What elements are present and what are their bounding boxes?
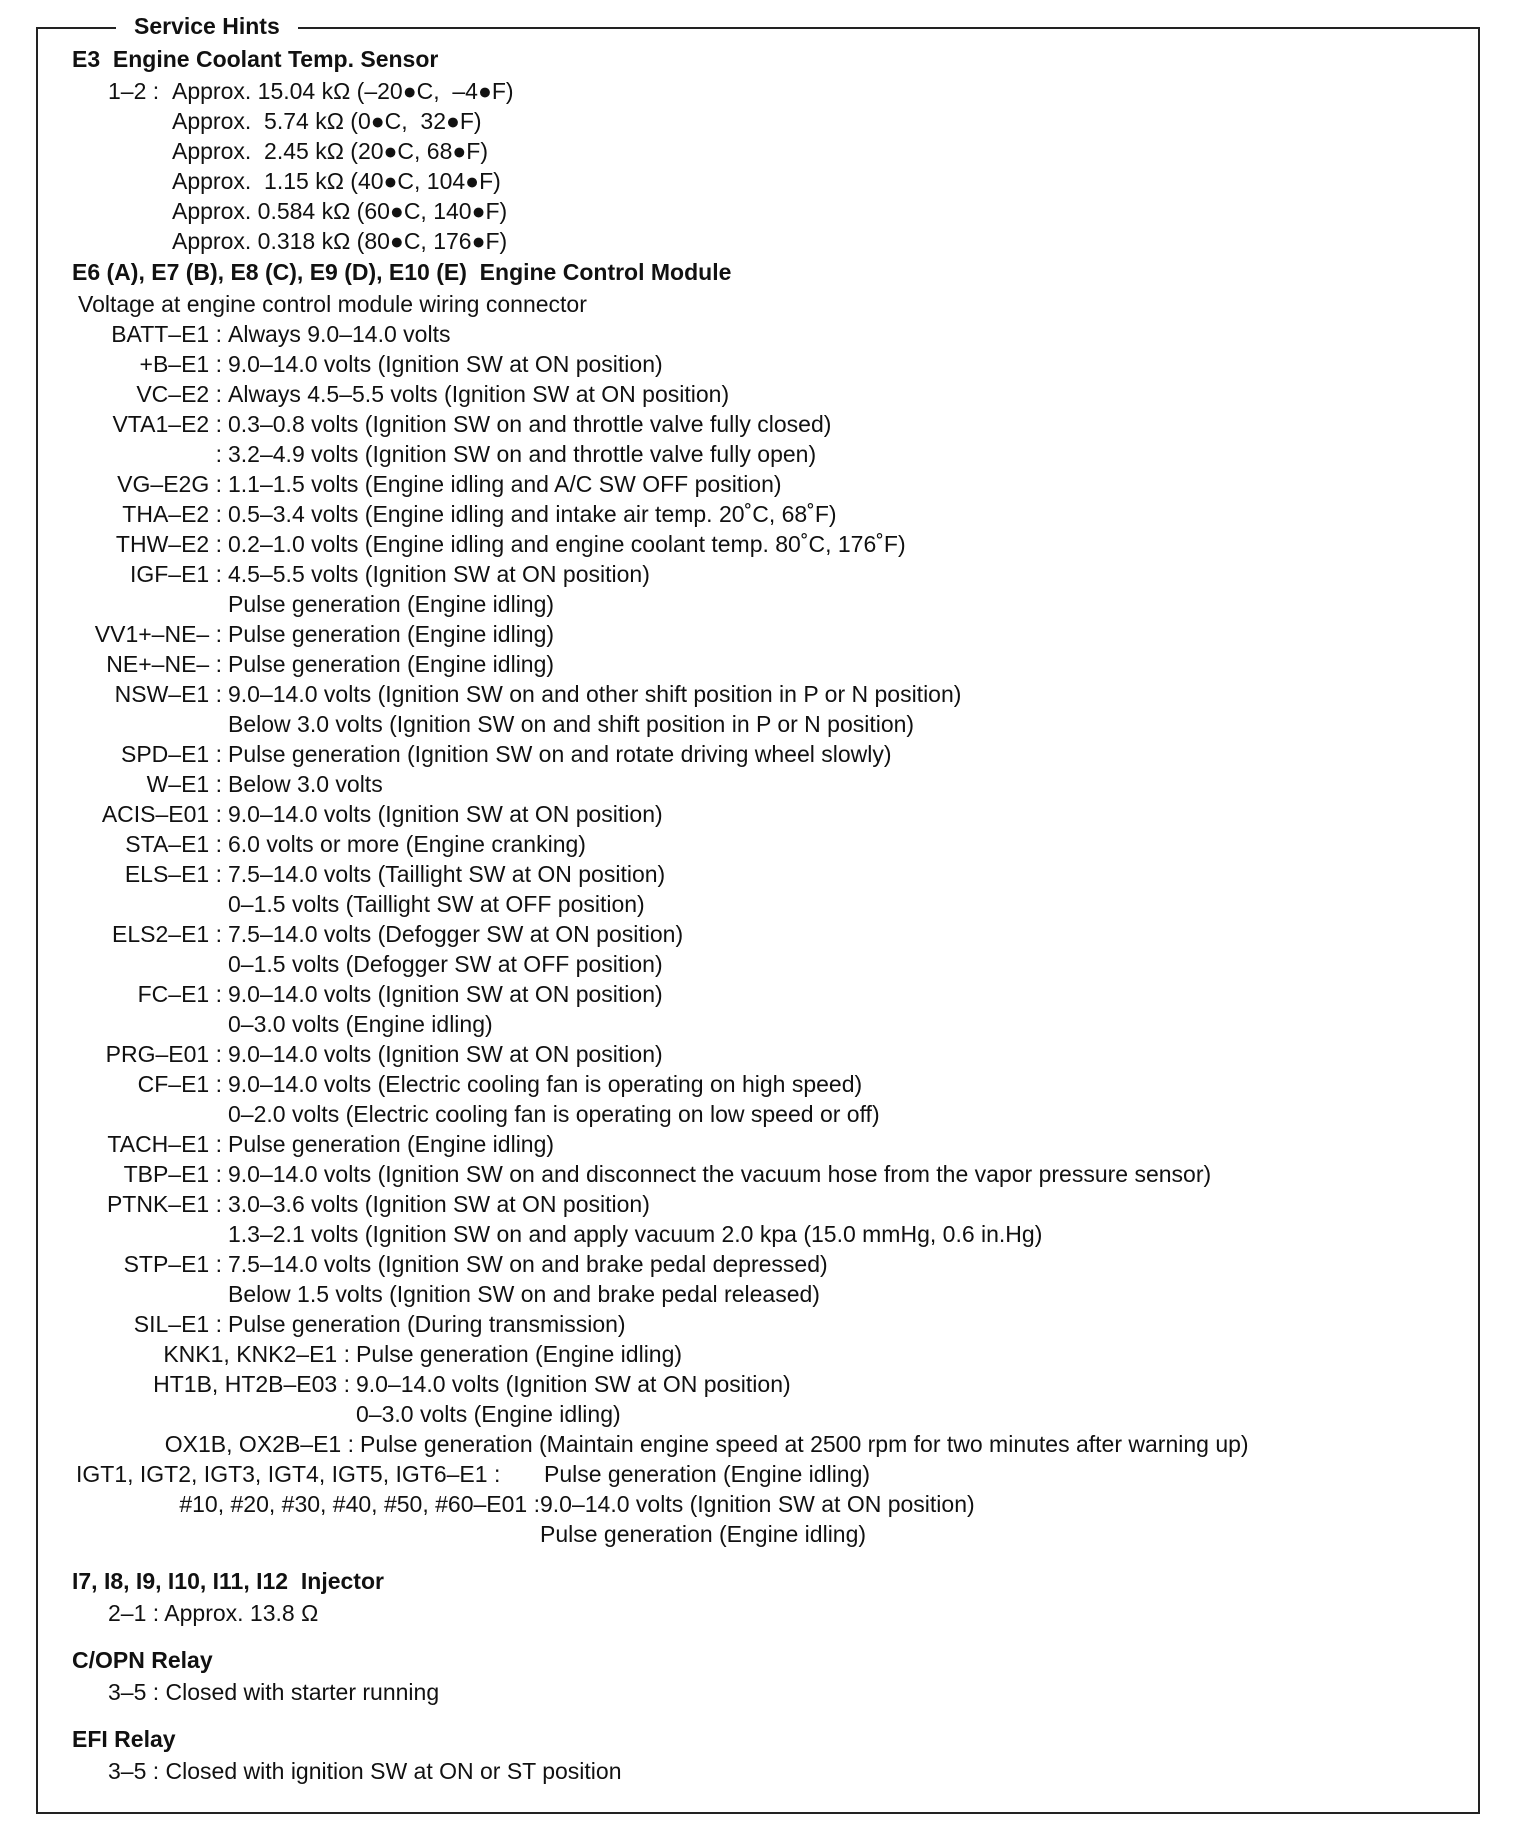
terminal-value: Pulse generation (Ignition SW on and rotate driving wheel slowly)	[228, 741, 892, 767]
ecm-terminal-row	[0, 709, 1520, 739]
terminal-label: KNK1, KNK2–E1 :	[163, 1341, 350, 1367]
terminal-value: 7.5–14.0 volts (Defogger SW at ON position)	[228, 921, 684, 947]
ecm-terminal-row	[0, 1249, 1520, 1279]
terminal-value: 9.0–14.0 volts (Ignition SW on and disconnect the vacuum hose from the vapor pressure sensor)	[228, 1161, 1212, 1187]
terminal-label: ELS2–E1 :	[112, 921, 222, 947]
terminal-value: Pulse generation (Engine idling)	[228, 621, 555, 647]
terminal-value: Pulse generation (Engine idling)	[356, 1341, 683, 1367]
terminal-label: STP–E1 :	[123, 1251, 222, 1277]
terminal-label: W–E1 :	[146, 771, 222, 797]
terminal-label: BATT–E1 :	[111, 321, 222, 347]
terminal-label: PTNK–E1 :	[106, 1191, 222, 1217]
terminal-label: NSW–E1 :	[114, 681, 222, 707]
terminal-label: :	[215, 441, 222, 467]
terminal-label: VTA1–E2 :	[112, 411, 222, 437]
ecm-terminal-row	[0, 529, 1520, 559]
terminal-label: VG–E2G :	[117, 471, 222, 497]
ecm-terminal-row	[0, 1159, 1520, 1189]
ecm-terminal-row	[0, 1189, 1520, 1219]
terminal-value: 7.5–14.0 volts (Ignition SW on and brake pedal depressed)	[228, 1251, 828, 1277]
terminal-value: 9.0–14.0 volts (Ignition SW at ON position)	[228, 801, 663, 827]
terminal-value: 0.2–1.0 volts (Engine idling and engine coolant temp. 80˚C, 176˚F)	[228, 531, 906, 557]
section-heading-copn-relay: C/OPN Relay	[72, 1647, 213, 1673]
service-hints-content	[0, 43, 1520, 1786]
terminal-value: 6.0 volts or more (Engine cranking)	[228, 831, 586, 857]
ecm-terminal-row	[0, 1519, 1520, 1549]
terminal-value: 1.3–2.1 volts (Ignition SW on and apply vacuum 2.0 kpa (15.0 mmHg, 0.6 in.Hg)	[228, 1221, 1043, 1247]
ecm-terminal-row	[0, 1369, 1520, 1399]
terminal-label: SPD–E1 :	[121, 741, 222, 767]
ecm-terminal-row	[0, 1099, 1520, 1129]
terminal-value: Always 4.5–5.5 volts (Ignition SW at ON position)	[228, 381, 730, 407]
e3-value: Approx. 0.318 kΩ (80●C, 176●F)	[172, 228, 508, 254]
ecm-terminal-row	[0, 1129, 1520, 1159]
terminal-value: Pulse generation (Maintain engine speed at 2500 rpm for two minutes after warning up)	[360, 1431, 1249, 1457]
terminal-value: 9.0–14.0 volts (Electric cooling fan is operating on high speed)	[228, 1071, 863, 1097]
ecm-terminal-row	[0, 349, 1520, 379]
terminal-label: VC–E2 :	[136, 381, 222, 407]
terminal-value: 0.3–0.8 volts (Ignition SW on and throttle valve fully closed)	[228, 411, 832, 437]
ecm-terminal-row	[0, 979, 1520, 1009]
terminal-value: 3.0–3.6 volts (Ignition SW at ON position)	[228, 1191, 650, 1217]
ecm-terminal-row	[0, 319, 1520, 349]
ecm-terminal-row	[0, 439, 1520, 469]
ecm-terminal-row	[0, 1489, 1520, 1519]
ecm-terminal-row	[0, 649, 1520, 679]
terminal-value: 0–1.5 volts (Taillight SW at OFF position)	[228, 891, 645, 917]
terminal-value: 9.0–14.0 volts (Ignition SW at ON position)	[356, 1371, 791, 1397]
e3-row	[0, 166, 1520, 196]
terminal-value: Below 3.0 volts (Ignition SW on and shift position in P or N position)	[228, 711, 915, 737]
terminal-label: VV1+–NE– :	[94, 621, 222, 647]
terminal-label: THW–E2 :	[115, 531, 222, 557]
ecm-terminal-row	[0, 949, 1520, 979]
ecm-terminal-row	[0, 1009, 1520, 1039]
terminal-value: Pulse generation (Engine idling)	[228, 1131, 555, 1157]
terminal-value: 9.0–14.0 volts (Ignition SW at ON position)	[228, 981, 663, 1007]
terminal-value: Pulse generation (Engine idling)	[228, 591, 555, 617]
efi-line: 3–5 : Closed with ignition SW at ON or ST position	[108, 1758, 622, 1784]
terminal-value: Below 1.5 volts (Ignition SW on and brake pedal released)	[228, 1281, 820, 1307]
ecm-terminal-row	[0, 1459, 1520, 1489]
ecm-terminal-row	[0, 1429, 1520, 1459]
ecm-terminal-row	[0, 1399, 1520, 1429]
terminal-label: HT1B, HT2B–E03 :	[153, 1371, 350, 1397]
section-heading-e3: E3 Engine Coolant Temp. Sensor	[72, 46, 439, 72]
terminal-label: TACH–E1 :	[107, 1131, 222, 1157]
terminal-label: ACIS–E01 :	[101, 801, 222, 827]
e3-value: Approx. 0.584 kΩ (60●C, 140●F)	[172, 198, 508, 224]
ecm-terminal-row	[0, 769, 1520, 799]
ecm-terminal-row	[0, 619, 1520, 649]
ecm-terminal-row	[0, 1069, 1520, 1099]
terminal-label: IGF–E1 :	[129, 561, 222, 587]
terminal-value: 0–3.0 volts (Engine idling)	[356, 1401, 621, 1427]
terminal-value: 0–1.5 volts (Defogger SW at OFF position)	[228, 951, 663, 977]
terminal-value: 0.5–3.4 volts (Engine idling and intake air temp. 20˚C, 68˚F)	[228, 501, 837, 527]
terminal-value: 9.0–14.0 volts (Ignition SW at ON position)	[540, 1491, 975, 1517]
e3-row	[0, 76, 1520, 106]
ecm-terminal-row	[0, 859, 1520, 889]
terminal-label: +B–E1 :	[139, 351, 222, 377]
section-heading-efi-relay: EFI Relay	[72, 1726, 176, 1752]
terminal-value: 9.0–14.0 volts (Ignition SW at ON position)	[228, 1041, 663, 1067]
ecm-terminal-row	[0, 739, 1520, 769]
copn-line: 3–5 : Closed with starter running	[108, 1679, 440, 1705]
ecm-terminal-row	[0, 1309, 1520, 1339]
ecm-terminal-row	[0, 1039, 1520, 1069]
terminal-value: Below 3.0 volts	[228, 771, 383, 797]
ecm-terminal-row	[0, 1219, 1520, 1249]
ecm-terminal-row	[0, 379, 1520, 409]
ecm-terminal-row	[0, 499, 1520, 529]
terminal-value: 9.0–14.0 volts (Ignition SW on and other shift position in P or N position)	[228, 681, 962, 707]
e3-value: Approx. 15.04 kΩ (–20●C, –4●F)	[172, 78, 514, 104]
terminal-label: CF–E1 :	[137, 1071, 222, 1097]
ecm-terminal-row	[0, 919, 1520, 949]
injector-line: 2–1 : Approx. 13.8 Ω	[108, 1600, 319, 1626]
ecm-terminal-row	[0, 1279, 1520, 1309]
ecm-intro: Voltage at engine control module wiring connector	[78, 291, 587, 317]
terminal-value: 4.5–5.5 volts (Ignition SW at ON position)	[228, 561, 650, 587]
terminal-label: NE+–NE– :	[106, 651, 222, 677]
terminal-label: FC–E1 :	[137, 981, 222, 1007]
terminal-label: TBP–E1 :	[123, 1161, 222, 1187]
terminal-label: #10, #20, #30, #40, #50, #60–E01 :	[179, 1491, 540, 1517]
terminal-value: 3.2–4.9 volts (Ignition SW on and throttle valve fully open)	[228, 441, 817, 467]
ecm-terminal-row	[0, 469, 1520, 499]
terminal-value: Pulse generation (Engine idling)	[540, 1521, 867, 1547]
ecm-terminal-row	[0, 829, 1520, 859]
ecm-terminal-list	[0, 319, 1520, 1429]
e3-value: Approx. 1.15 kΩ (40●C, 104●F)	[172, 168, 501, 194]
e3-value: Approx. 5.74 kΩ (0●C, 32●F)	[172, 108, 482, 134]
ecm-terminal-row	[0, 1339, 1520, 1369]
terminal-label: ELS–E1 :	[124, 861, 222, 887]
e3-row	[0, 196, 1520, 226]
section-heading-ecm: E6 (A), E7 (B), E8 (C), E9 (D), E10 (E) Engine Control Module	[72, 259, 732, 285]
terminal-label: OX1B, OX2B–E1 :	[164, 1431, 354, 1457]
terminal-value: 1.1–1.5 volts (Engine idling and A/C SW OFF position)	[228, 471, 782, 497]
ecm-terminal-row	[0, 799, 1520, 829]
ecm-terminal-row	[0, 589, 1520, 619]
e3-value: Approx. 2.45 kΩ (20●C, 68●F)	[172, 138, 488, 164]
terminal-value: 7.5–14.0 volts (Taillight SW at ON position)	[228, 861, 666, 887]
terminal-label: PRG–E01 :	[105, 1041, 222, 1067]
terminal-value: 0–3.0 volts (Engine idling)	[228, 1011, 493, 1037]
e3-row	[0, 136, 1520, 166]
terminal-value: Always 9.0–14.0 volts	[228, 321, 451, 347]
ecm-terminal-row	[0, 889, 1520, 919]
terminal-label: THA–E2 :	[122, 501, 222, 527]
terminal-label: IGT1, IGT2, IGT3, IGT4, IGT5, IGT6–E1 :	[76, 1461, 501, 1487]
ecm-terminal-row	[0, 559, 1520, 589]
ecm-terminal-row	[0, 679, 1520, 709]
terminal-value: Pulse generation (Engine idling)	[228, 651, 555, 677]
e3-row	[0, 106, 1520, 136]
terminal-label: STA–E1 :	[125, 831, 222, 857]
terminal-label: SIL–E1 :	[133, 1311, 222, 1337]
page-title: Service Hints	[116, 10, 298, 42]
terminal-value: Pulse generation (During transmission)	[228, 1311, 626, 1337]
terminal-value: Pulse generation (Engine idling)	[544, 1461, 871, 1487]
e3-row	[0, 226, 1520, 256]
ecm-terminal-row	[0, 409, 1520, 439]
section-heading-injector: I7, I8, I9, I10, I11, I12 Injector	[72, 1568, 384, 1594]
e3-pin-label: 1–2 :	[108, 78, 160, 104]
terminal-value: 9.0–14.0 volts (Ignition SW at ON position)	[228, 351, 663, 377]
terminal-value: 0–2.0 volts (Electric cooling fan is operating on low speed or off)	[228, 1101, 880, 1127]
